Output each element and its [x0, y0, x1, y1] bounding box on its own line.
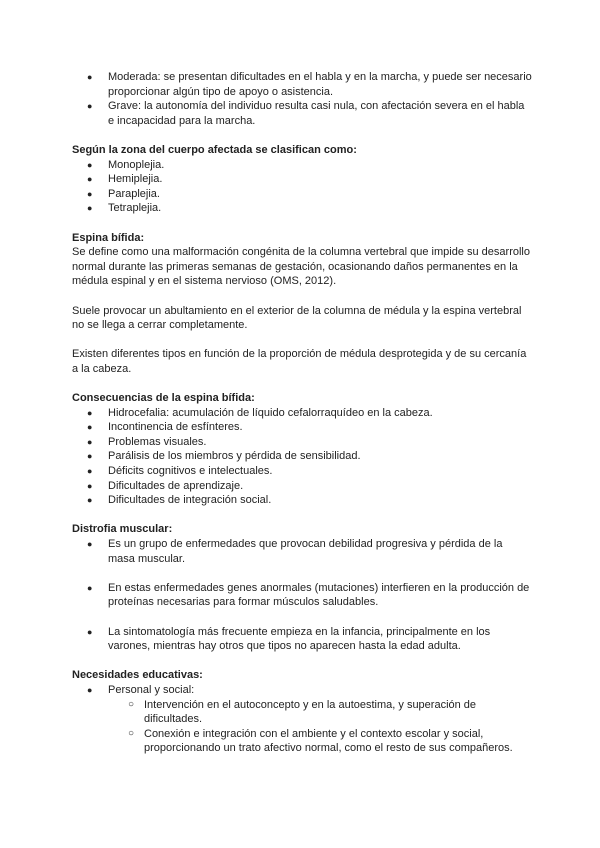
list-item-paraplejia: ● Paraplejia. — [72, 187, 532, 202]
list-item: ● Problemas visuales. — [72, 435, 532, 450]
list-item-monoplejia: ● Monoplejia. — [72, 158, 532, 173]
heading-educational-needs: Necesidades educativas: — [72, 669, 203, 682]
list-item-tetraplejia: ● Tetraplejia. — [72, 201, 532, 216]
list-item: ● Dificultades de integración social. — [72, 493, 532, 508]
list-item: ● Hidrocefalia: acumulación de líquido cefalorraquídeo en la cabeza. — [72, 406, 532, 421]
list-item-hemiplejia: ● Hemiplejia. — [72, 172, 532, 187]
list-item: ● En estas enfermedades genes anormales (mutaciones) interfieren en la producción de proteínas necesarias para formar músculos saludables. — [72, 581, 532, 610]
heading-body-zone: Según la zona del cuerpo afectada se clasifican como: — [72, 143, 357, 156]
list-item: ● Parálisis de los miembros y pérdida de sensibilidad. — [72, 449, 532, 464]
list-item-personal-social: ● Personal y social: — [72, 683, 532, 698]
heading-muscular-dystrophy: Distrofia muscular: — [72, 523, 173, 536]
list-item: ● Dificultades de aprendizaje. — [72, 479, 532, 494]
list-item: ● Déficits cognitivos e intelectuales. — [72, 464, 532, 479]
list-item: ● Incontinencia de esfínteres. — [72, 420, 532, 435]
heading-consequences: Consecuencias de la espina bífida: — [72, 392, 255, 405]
paragraph-types: Existen diferentes tipos en función de la proporción de médula desprotegida y de su cercanía a la cabeza. — [72, 348, 527, 375]
list-item: ● La sintomatología más frecuente empieza en la infancia, principalmente en los varones, mientras hay otros que tipos no aparecen hasta la edad adulta. — [72, 625, 532, 654]
sub-list-item: ○ Intervención en el autoconcepto y en la autoestima, y superación de dificultades. — [72, 698, 532, 727]
list-item: ● Es un grupo de enfermedades que provocan debilidad progresiva y pérdida de la masa muscular. — [72, 537, 532, 566]
paragraph-bulge: Suele provocar un abultamiento en el exterior de la columna de médula y la espina vertebral no se llega a cerrar completamente. — [72, 304, 522, 332]
list-item-severe: ● Grave: la autonomía del individuo resulta casi nula, con afectación severa en el habla e incapacidad para la marcha. — [72, 99, 532, 128]
list-item-moderate: ● Moderada: se presentan dificultades en el habla y en la marcha, y puede ser necesario proporcionar algún tipo de apoyo o asistencia. — [72, 70, 532, 99]
paragraph-definition: Se define como una malformación congénita de la columna vertebral que impide su desarrollo normal durante las primeras semanas de gestación, ocasionando daños permanentes en la médula espinal y en el sistema nervioso (OMS, 2012). — [72, 246, 530, 288]
sub-list-item: ○ Conexión e integración con el ambiente y el contexto escolar y social, proporcionando un trato afectivo normal, como el resto de sus compañeros. — [72, 727, 532, 756]
document-content — [72, 70, 532, 756]
heading-spina-bifida: Espina bífida: — [72, 231, 145, 244]
